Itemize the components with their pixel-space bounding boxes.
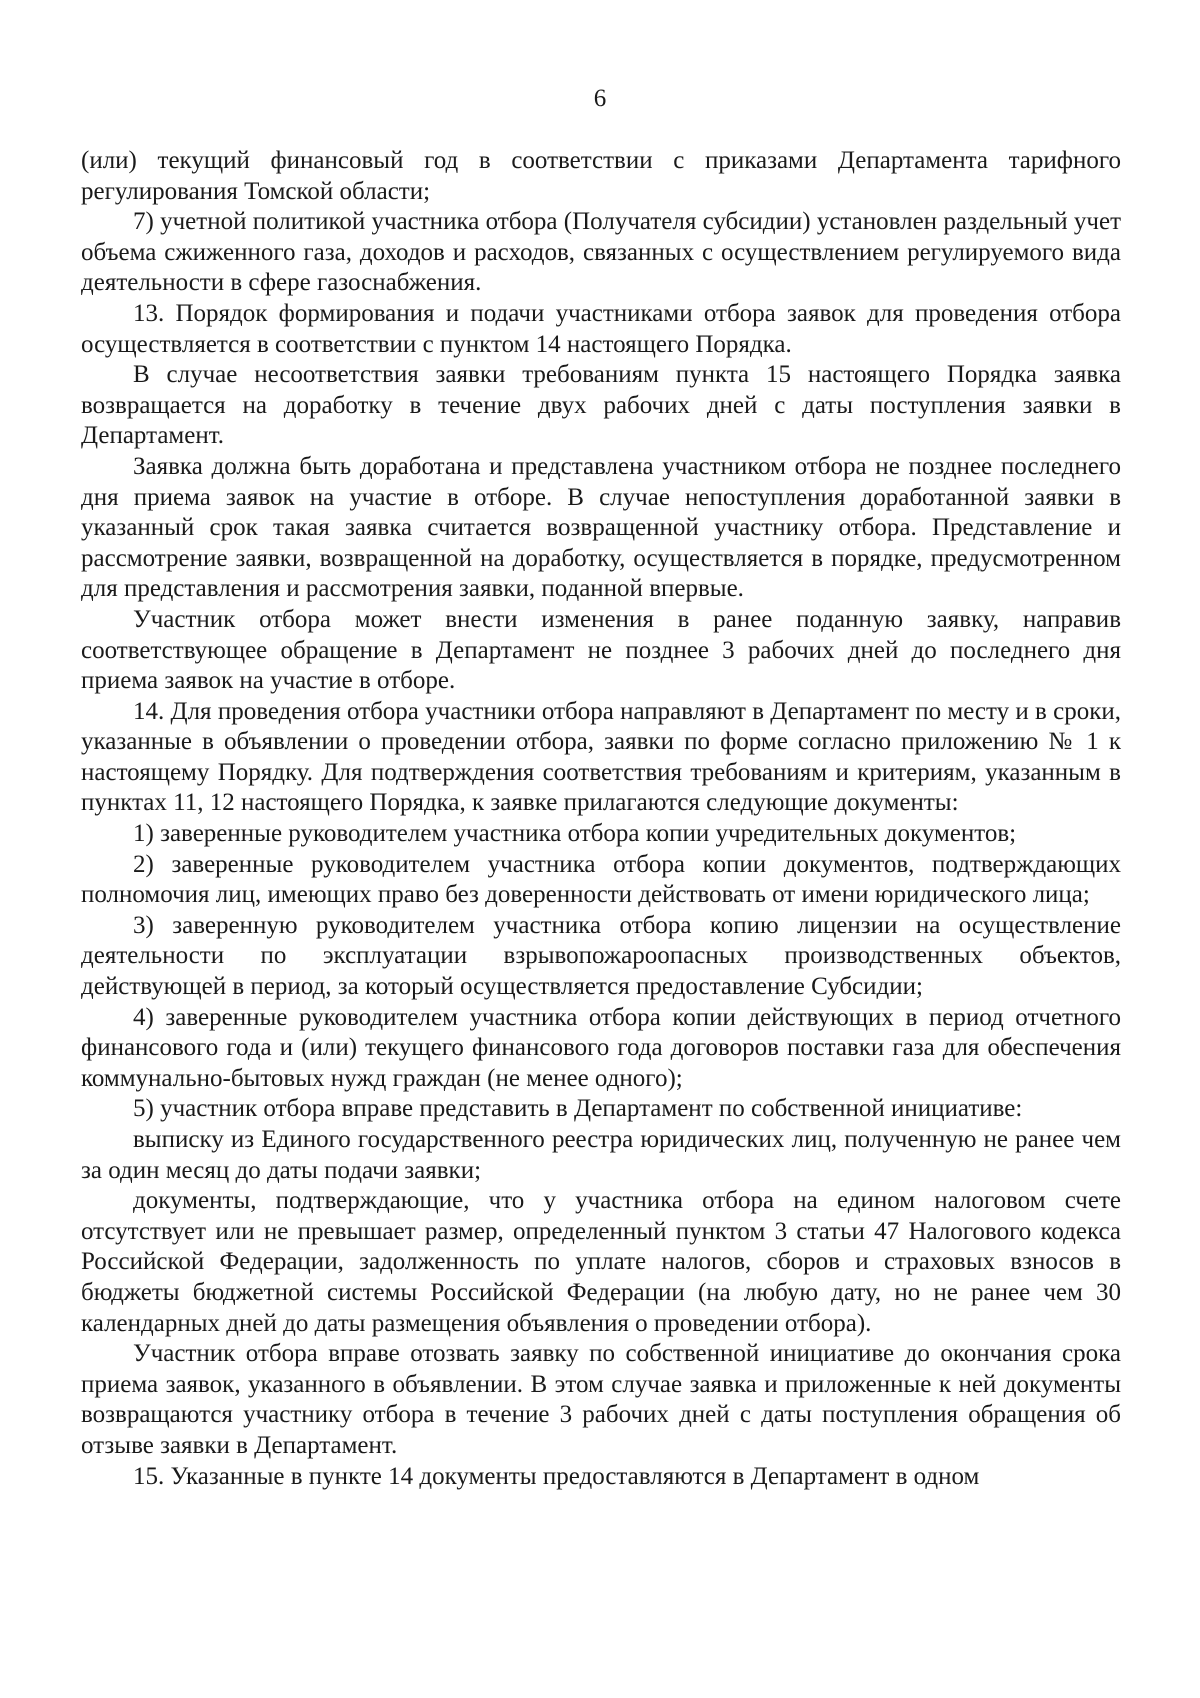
paragraph: выписку из Единого государственного реестра юридических лиц, полученную не ранее чем за один месяц до даты подачи заявки; <box>81 1126 1121 1184</box>
paragraph: Участник отбора вправе отозвать заявку по собственной инициативе до окончания срока приема заявок, указанного в объявлении. В этом случае заявка и приложенные к ней документы возвращаются участнику отбора в течение 3 рабочих дней с даты поступления обращения об отзыве заявки в Департамент. <box>81 1340 1121 1459</box>
paragraph: документы, подтверждающие, что у участника отбора на едином налоговом счете отсутствует или не превышает размер, определенный пунктом 3 статьи 47 Налогового кодекса Российской Федерации, задолженность по уплате налогов, сборов и страховых взносов в бюджеты бюджетной системы Российской Федерации (на любую дату, но не ранее чем 30 календарных дней до даты размещения объявления о проведении отбора). <box>81 1187 1121 1337</box>
list-item: 4) заверенные руководителем участника отбора копии действующих в период отчетного финансового года и (или) текущего финансового года договоров поставки газа для обеспечения коммунально-бытовых нужд граждан (не менее одного); <box>81 1003 1121 1092</box>
paragraph: 14. Для проведения отбора участники отбора направляют в Департамент по месту и в сроки, указанные в объявлении о проведении отбора, заявки по форме согласно приложению № 1 к настоящему Порядку. Для подтверждения соответствия требованиям и критериям, указанным в пунктах 11, 12 настоящего Порядка, к заявке прилагаются следующие документы: <box>81 697 1121 817</box>
paragraph: (или) текущий финансовый год в соответствии с приказами Департамента тарифного регулирования Томской области; <box>81 147 1121 205</box>
list-item: 3) заверенную руководителем участника отбора копию лицензии на осуществление деятельности по эксплуатации взрывопожароопасных производственных объектов, действующей в период, за который осуществляется предоставление Субсидии; <box>81 911 1121 1001</box>
paragraph: 15. Указанные в пункте 14 документы предоставляются в Департамент в одном <box>133 1462 980 1490</box>
paragraph: 7) учетной политикой участника отбора (Получателя субсидии) установлен раздельный учет объема сжиженного газа, доходов и расходов, связанных с осуществлением регулируемого вида деятельности в сфере газоснабжения. <box>81 208 1121 297</box>
list-item: 1) заверенные руководителем участника отбора копии учредительных документов; <box>133 820 1017 848</box>
paragraph: Заявка должна быть доработана и представлена участником отбора не позднее последнего дня приема заявок на участие в отборе. В случае непоступления доработанной заявки в указанный срок такая заявка считается возвращенной участнику отбора. Представление и рассмотрение заявки, возвращенной на доработку, осуществляется в порядке, предусмотренном для представления и рассмотрения заявки, поданной впервые. <box>81 452 1121 603</box>
paragraph: В случае несоответствия заявки требованиям пункта 15 настоящего Порядка заявка возвращается на доработку в течение двух рабочих дней с даты поступления заявки в Департамент. <box>81 361 1121 450</box>
paragraph: Участник отбора может внести изменения в ранее поданную заявку, направив соответствующее обращение в Департамент не позднее 3 рабочих дней до последнего дня приема заявок на участие в отборе. <box>81 605 1121 695</box>
list-item: 2) заверенные руководителем участника отбора копии документов, подтверждающих полномочия лиц, имеющих право без доверенности действовать от имени юридического лица; <box>81 850 1121 909</box>
list-item: 5) участник отбора вправе представить в Департамент по собственной инициативе: <box>133 1095 1023 1123</box>
paragraph: 13. Порядок формирования и подачи участниками отбора заявок для проведения отбора осуществляется в соответствии с пунктом 14 настоящего Порядка. <box>81 299 1121 358</box>
page-number: 6 <box>593 85 607 112</box>
document-body <box>81 146 1121 1492</box>
